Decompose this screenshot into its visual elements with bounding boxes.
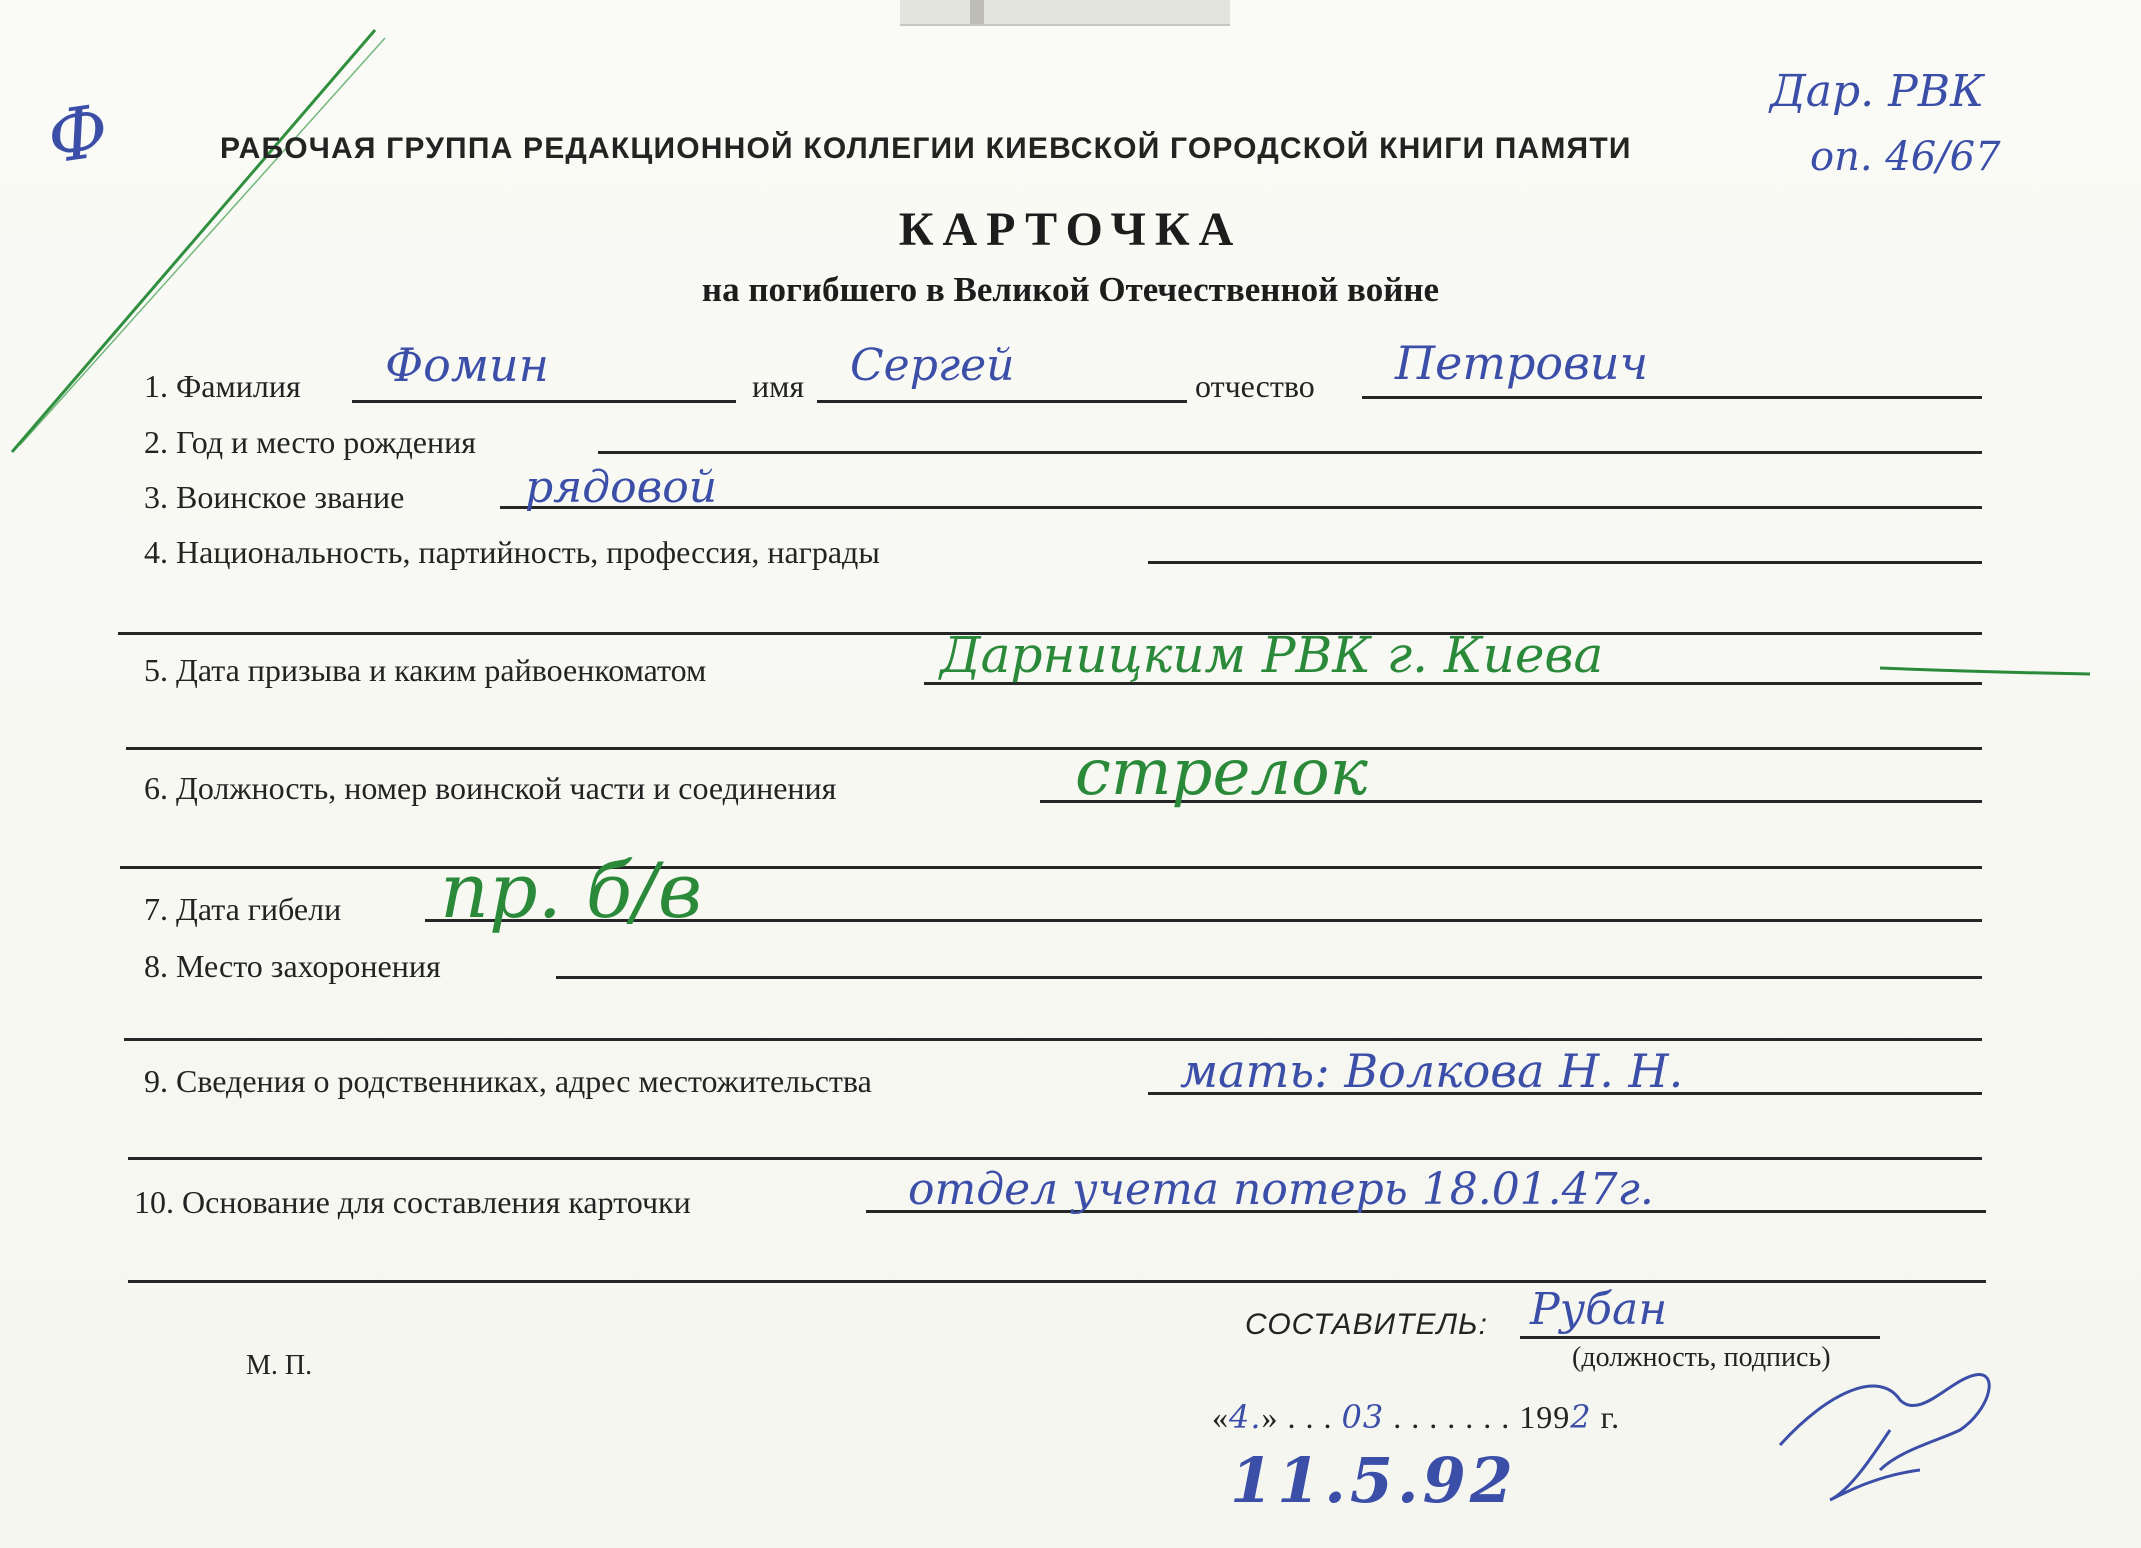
archive-mark: Ф [42,88,114,180]
conscription-value: Дарницким РВК г. Киева [940,626,1604,684]
name-label: имя [752,368,805,404]
burial-line [556,976,1982,979]
nationality-label: 4. Национальность, партийность, профессия, награды [144,534,880,570]
relatives-value: мать: Волкова Н. Н. [1180,1044,1684,1098]
composer-signature: Рубан [1530,1284,1668,1335]
signature-scribble [1780,1375,1989,1500]
relatives-label: 9. Сведения о родственниках, адрес местожительства [144,1063,872,1099]
date-mid: » . . . [1261,1399,1342,1435]
archive-fund-note: Дар. РВК [1770,66,1985,117]
patronymic-value: Петрович [1395,336,1649,390]
death-date-label: 7. Дата гибели [144,891,342,927]
date-year-digit: 2 [1570,1398,1592,1436]
card-title: КАРТОЧКА [898,203,1243,256]
nationality-line [1148,561,1982,564]
date-open-quote: « [1212,1399,1229,1435]
death-date-value: пр. б/в [440,846,703,935]
position-label: 6. Должность, номер воинской части и соединения [144,770,837,806]
position-value: стрелок [1075,736,1368,810]
position-line-2 [120,866,1982,869]
date-dots: . . . . . . . 199 [1384,1399,1571,1435]
date-month: 03 [1341,1398,1385,1436]
birth-label: 2. Год и место рождения [144,424,476,460]
burial-label: 8. Место захоронения [144,948,441,984]
surname-value: Фомин [385,338,549,392]
card-subtitle: на погибшего в Великой Отечественной войне [701,270,1440,309]
composer-line [1520,1336,1880,1339]
name-value: Сергей [850,340,1015,391]
patronymic-label: отчество [1195,368,1315,404]
composer-role-hint: (должность, подпись) [1572,1342,1831,1373]
surname-label: 1. Фамилия [144,368,301,404]
rank-label: 3. Воинское звание [144,479,405,515]
conscription-line-2 [126,747,1982,750]
birth-line [598,451,1982,454]
conscription-label: 5. Дата призыва и каким райвоенкоматом [144,652,707,688]
burial-line-2 [124,1038,1982,1041]
basis-line-2 [128,1280,1986,1283]
relatives-line-2 [128,1157,1982,1160]
composer-label: СОСТАВИТЕЛЬ: [1245,1308,1488,1341]
date-suffix: г. [1591,1399,1621,1435]
patronymic-line [1362,396,1982,399]
date-day: 4. [1229,1398,1262,1436]
basis-value: отдел учета потерь 18.01.47г. [908,1164,1654,1215]
processing-date-stamp: 11.5.92 [1230,1444,1517,1517]
basis-label: 10. Основание для составления карточки [134,1184,691,1220]
rank-line [500,506,1982,509]
seal-place-label: М. П. [246,1350,313,1381]
field5-ink-extension [1880,668,2090,674]
name-line [817,400,1187,403]
surname-line [352,400,736,403]
rank-value: рядовой [525,462,718,513]
signing-date [1212,1398,1620,1436]
organization-heading: РАБОЧАЯ ГРУППА РЕДАКЦИОННОЙ КОЛЛЕГИИ КИЕВСКОЙ ГОРОДСКОЙ КНИГИ ПАМЯТИ [220,132,1632,165]
archive-inventory-note: оп. 46/67 [1810,134,2001,180]
